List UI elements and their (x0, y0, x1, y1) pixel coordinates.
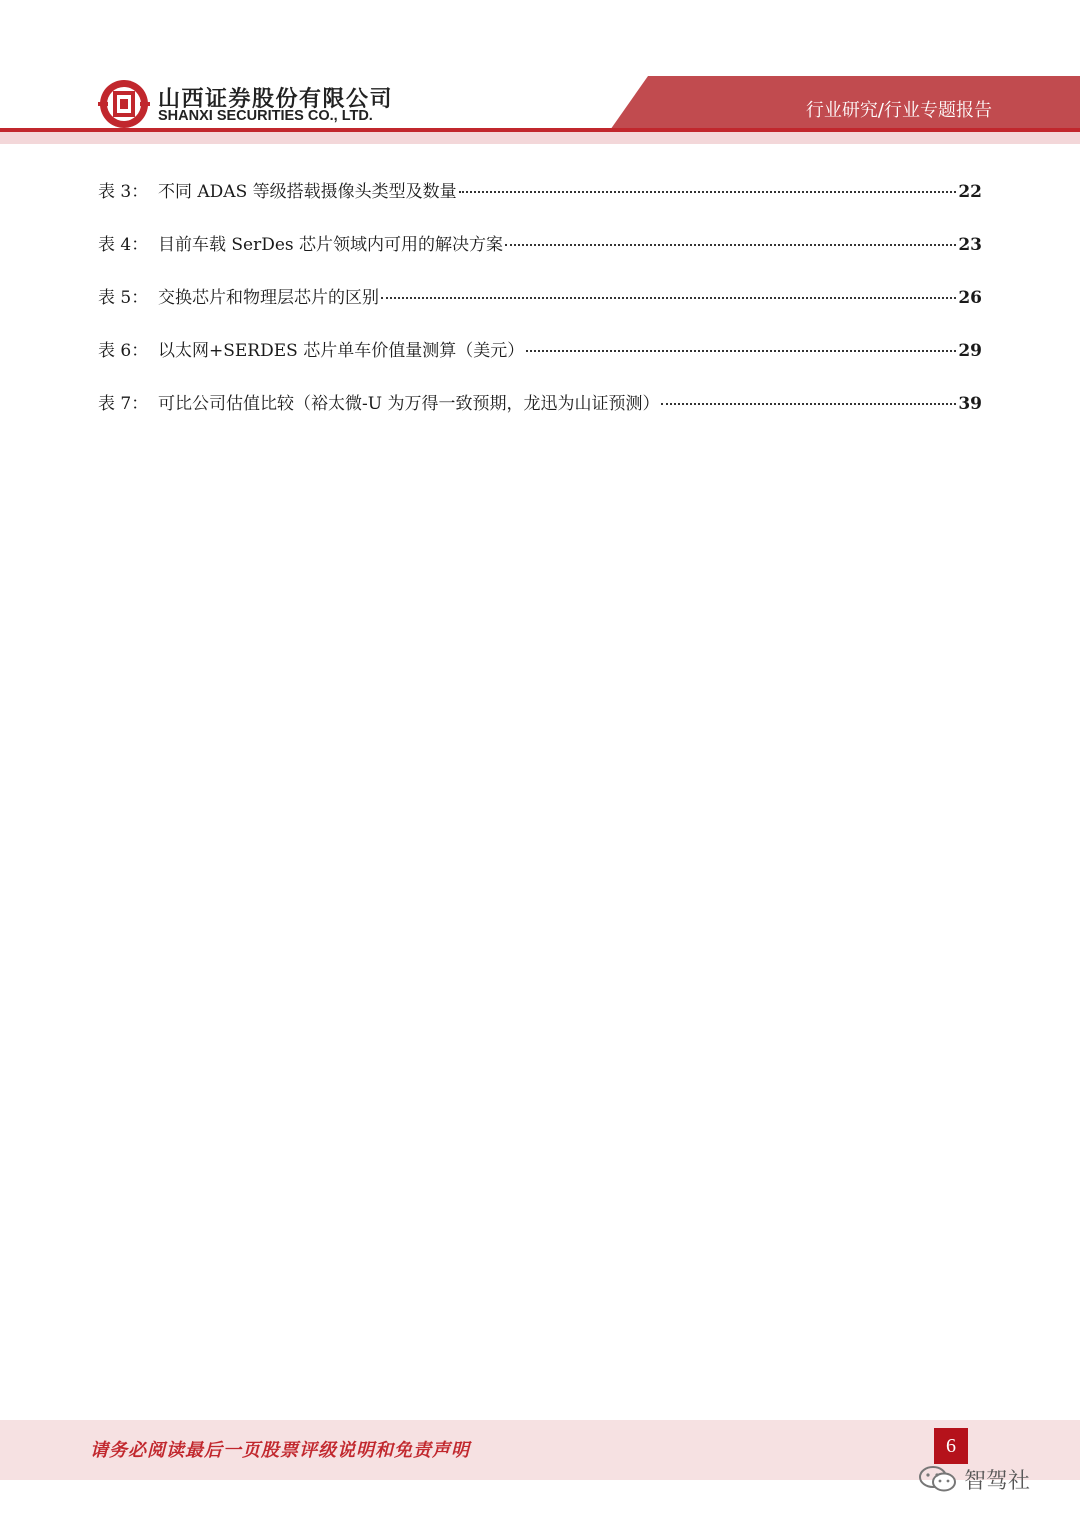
toc-dot-leader (459, 191, 957, 193)
toc-entry-title: 目前车载 SerDes 芯片领域内可用的解决方案 (158, 235, 504, 255)
company-name-en: SHANXI SECURITIES CO., LTD. (158, 108, 373, 124)
toc-entry-page: 23 (958, 235, 982, 255)
table-list-of-contents (98, 177, 982, 442)
toc-entry[interactable] (98, 177, 982, 230)
toc-dot-leader (526, 350, 956, 352)
toc-entry-page: 26 (958, 288, 982, 308)
toc-entry[interactable] (98, 389, 982, 442)
header-rule-light (0, 132, 1080, 144)
toc-entry[interactable] (98, 283, 982, 336)
toc-entry-title: 以太网+SERDES 芯片单车价值量测算（美元） (158, 341, 525, 361)
toc-dot-leader (661, 403, 956, 405)
toc-dot-leader (505, 244, 956, 246)
toc-entry-label: 表 4： (98, 235, 149, 255)
toc-entry[interactable] (98, 230, 982, 283)
toc-entry[interactable] (98, 336, 982, 389)
toc-entry-title: 可比公司估值比较（裕太微-U 为万得一致预期，龙迅为山证预测） (158, 394, 660, 414)
toc-entry-page: 29 (958, 341, 982, 361)
watermark-text: 智驾社 (964, 1468, 1031, 1494)
toc-entry-label: 表 7： (98, 394, 149, 414)
disclaimer-text: 请务必阅读最后一页股票评级说明和免责声明 (90, 1440, 470, 1461)
toc-dot-leader (381, 297, 956, 299)
toc-entry-title: 不同 ADAS 等级搭载摄像头类型及数量 (158, 182, 457, 202)
toc-entry-label: 表 6： (98, 341, 149, 361)
watermark (918, 1462, 1030, 1496)
report-type-label: 行业研究/行业专题报告 (805, 100, 992, 121)
toc-entry-label: 表 5： (98, 288, 149, 308)
page-header (0, 0, 1080, 150)
toc-entry-title: 交换芯片和物理层芯片的区别 (158, 288, 379, 308)
toc-entry-page: 22 (958, 182, 982, 202)
company-logo-icon (98, 78, 150, 130)
page-number-badge: 6 (934, 1428, 968, 1464)
toc-entry-page: 39 (958, 394, 982, 414)
company-name-cn: 山西证券股份有限公司 (158, 87, 394, 112)
toc-entry-label: 表 3： (98, 182, 149, 202)
wechat-icon (918, 1464, 958, 1494)
